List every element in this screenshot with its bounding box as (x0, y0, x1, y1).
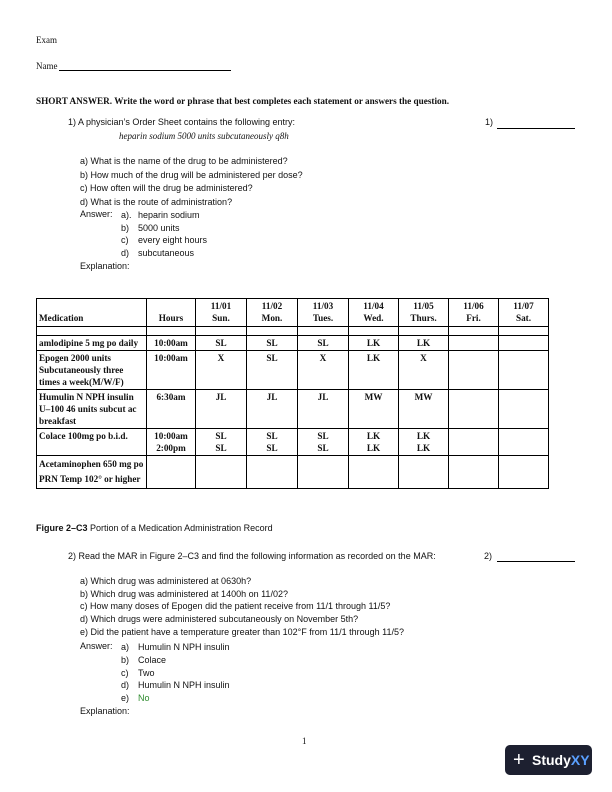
name-label: Name (36, 61, 58, 71)
initials-cell (499, 390, 549, 429)
q1-answer-row (121, 247, 207, 260)
q2-item: d) Which drugs were administered subcutaneously on November 5th? (80, 614, 359, 625)
header-date: 11/03 (312, 301, 334, 311)
answer-text: 5000 units (138, 222, 180, 233)
initials-cell (499, 336, 549, 351)
logo-text (532, 745, 590, 775)
initials-cell (499, 351, 549, 390)
hours-cell: 10:00am (147, 351, 196, 390)
initials-cell (499, 456, 549, 489)
initials-cell: SL (196, 336, 247, 351)
header-day (247, 299, 298, 327)
initials-cell: JL (298, 390, 349, 429)
initials-cell: SL (247, 336, 298, 351)
header-date: 11/04 (363, 301, 384, 311)
q1-answer-label: Answer: (80, 209, 113, 219)
q1-prompt: 1) A physician’s Order Sheet contains the following entry: (68, 117, 295, 127)
initials-cell (247, 429, 298, 456)
answer-text: Two (138, 667, 155, 678)
answer-letter: a) (121, 642, 130, 652)
mar-row (37, 390, 549, 429)
medication-cell: Colace 100mg po b.i.d. (37, 429, 147, 456)
q1-items (80, 155, 303, 209)
mar-spacer-row (37, 327, 549, 336)
initials-cell: X (196, 351, 247, 390)
q1-answer-blank[interactable] (497, 128, 575, 129)
caption-text: Portion of a Medication Administration Record (87, 523, 273, 533)
initials-cell (449, 351, 499, 390)
hour-value: 2:00pm (156, 443, 186, 453)
answer-text: heparin sodium (138, 210, 200, 220)
q1-answer-number: 1) (485, 117, 494, 127)
initials-cell (349, 429, 399, 456)
initials-cell: X (298, 351, 349, 390)
header-day (349, 299, 399, 327)
initials: LK (366, 431, 381, 441)
q2-answer-row (121, 667, 230, 680)
initials-cell (196, 456, 247, 489)
mar-row (37, 429, 549, 456)
initials-cell (449, 390, 499, 429)
header-date: 11/05 (413, 301, 434, 311)
medication-cell: Epogen 2000 units Subcutaneously three times a week(M/W/F) (37, 351, 147, 390)
initials-cell (449, 456, 499, 489)
header-date: 11/07 (513, 301, 534, 311)
initials: SL (215, 443, 227, 453)
answer-letter: c) (121, 667, 129, 678)
q2-answer-row (121, 654, 230, 667)
exam-label: Exam (36, 35, 57, 45)
initials: LK (416, 443, 431, 453)
answer-text: No (138, 693, 150, 704)
initials-cell (298, 456, 349, 489)
initials-cell: X (399, 351, 449, 390)
mar-row (37, 336, 549, 351)
initials-cell: MW (349, 390, 399, 429)
initials: SL (317, 431, 329, 441)
initials-cell (349, 456, 399, 489)
name-field[interactable] (59, 70, 231, 71)
q2-item: c) How many doses of Epogen did the patient receive from 11/1 through 11/5? (80, 601, 391, 612)
q2-answer-blank[interactable] (497, 561, 575, 562)
mar-table (36, 298, 549, 489)
hours-cell: 10:00am (147, 336, 196, 351)
initials-cell (499, 429, 549, 456)
initials: SL (266, 443, 278, 453)
initials-cell: LK (349, 351, 399, 390)
header-weekday: Tues. (312, 313, 334, 323)
header-weekday: Mon. (261, 313, 283, 323)
header-date: 11/06 (463, 301, 484, 311)
answer-letter: d) (121, 680, 130, 691)
initials: SL (215, 431, 227, 441)
initials-cell: LK (399, 336, 449, 351)
answer-letter: b) (121, 222, 130, 233)
answer-letter: c) (121, 235, 129, 246)
initials-cell (298, 429, 349, 456)
section-title: SHORT ANSWER. Write the word or phrase that best completes each statement or answers the question. (36, 96, 450, 106)
answer-letter: d) (121, 248, 130, 259)
initials-cell (449, 429, 499, 456)
header-day (499, 299, 549, 327)
q2-answer-label: Answer: (80, 641, 113, 651)
q1-item: d) What is the route of administration? (80, 196, 233, 207)
initials: SL (266, 431, 278, 441)
initials-cell (399, 456, 449, 489)
hours-cell (147, 429, 196, 456)
header-weekday: Sat. (515, 313, 532, 323)
logo-brand: Study (532, 752, 571, 768)
answer-letter: a). (121, 210, 132, 220)
answer-letter: b) (121, 654, 130, 665)
plus-icon: + (513, 749, 525, 771)
header-weekday: Fri. (466, 313, 481, 323)
q2-answer-number: 2) (484, 551, 493, 561)
header-medication: Medication (37, 299, 147, 327)
initials-cell: SL (298, 336, 349, 351)
q2-explanation-label: Explanation: (80, 706, 130, 716)
header-day (449, 299, 499, 327)
logo-brand-suffix: XY (570, 752, 590, 768)
initials-cell: SL (247, 351, 298, 390)
header-hours: Hours (147, 299, 196, 327)
initials-cell (196, 429, 247, 456)
q2-answer-row (121, 641, 230, 654)
answer-text: Humulin N NPH insulin (138, 680, 230, 691)
medication-cell: amlodipine 5 mg po daily (37, 336, 147, 351)
figure-caption (36, 523, 273, 533)
initials: LK (366, 443, 381, 453)
q2-item: b) Which drug was administered at 1400h on 11/02? (80, 588, 288, 599)
answer-text: subcutaneous (138, 248, 195, 259)
q1-item: a) What is the name of the drug to be administered? (80, 156, 288, 166)
mar-header-row (37, 299, 549, 327)
header-day (399, 299, 449, 327)
q1-answer-row (121, 234, 207, 247)
hours-cell (147, 456, 196, 489)
q2-item: e) Did the patient have a temperature greater than 102°F from 11/1 through 11/5? (80, 626, 404, 637)
q2-item: a) Which drug was administered at 0630h? (80, 576, 252, 586)
mar-row (37, 351, 549, 390)
header-weekday: Thurs. (410, 313, 437, 323)
q2-answer-row (121, 679, 230, 692)
answer-text: Colace (138, 654, 167, 665)
medication-cell: Humulin N NPH insulin U–100 46 units subcut ac breakfast (37, 390, 147, 429)
header-date: 11/02 (261, 301, 283, 311)
header-date: 11/01 (210, 301, 232, 311)
initials-cell (449, 336, 499, 351)
answer-text: every eight hours (138, 235, 208, 246)
initials: LK (416, 431, 431, 441)
initials-cell (399, 429, 449, 456)
q2-items (80, 575, 404, 639)
studyxy-logo[interactable] (505, 745, 592, 775)
header-day (298, 299, 349, 327)
q1-explanation-label: Explanation: (80, 261, 130, 271)
hour-value: 10:00am (154, 431, 188, 441)
initials-cell: JL (196, 390, 247, 429)
q1-item: c) How often will the drug be administered? (80, 183, 253, 193)
initials-cell (247, 456, 298, 489)
initials-cell: MW (399, 390, 449, 429)
header-day (196, 299, 247, 327)
medication-cell: Acetaminophen 650 mg po PRN Temp 102° or higher (37, 456, 147, 489)
q1-answers (121, 209, 207, 260)
q1-item: b) How much of the drug will be administered per dose? (80, 169, 303, 180)
initials: SL (317, 443, 329, 453)
answer-letter: e) (121, 693, 130, 704)
hours-cell: 6:30am (147, 390, 196, 429)
header-weekday: Wed. (363, 313, 384, 323)
q1-order: heparin sodium 5000 units subcutaneously q8h (119, 131, 289, 141)
q2-answers (121, 641, 230, 705)
mar-row (37, 456, 549, 489)
q1-answer-row (121, 209, 207, 222)
q2-answer-row (121, 692, 230, 705)
q2-prompt: 2) Read the MAR in Figure 2–C3 and find the following information as recorded on the MAR: (68, 551, 436, 561)
initials-cell: JL (247, 390, 298, 429)
initials-cell: LK (349, 336, 399, 351)
answer-text: Humulin N NPH insulin (138, 642, 230, 652)
header-weekday: Sun. (212, 313, 230, 323)
page-number: 1 (302, 736, 307, 746)
q1-answer-row (121, 222, 207, 235)
caption-label: Figure 2–C3 (36, 523, 88, 533)
